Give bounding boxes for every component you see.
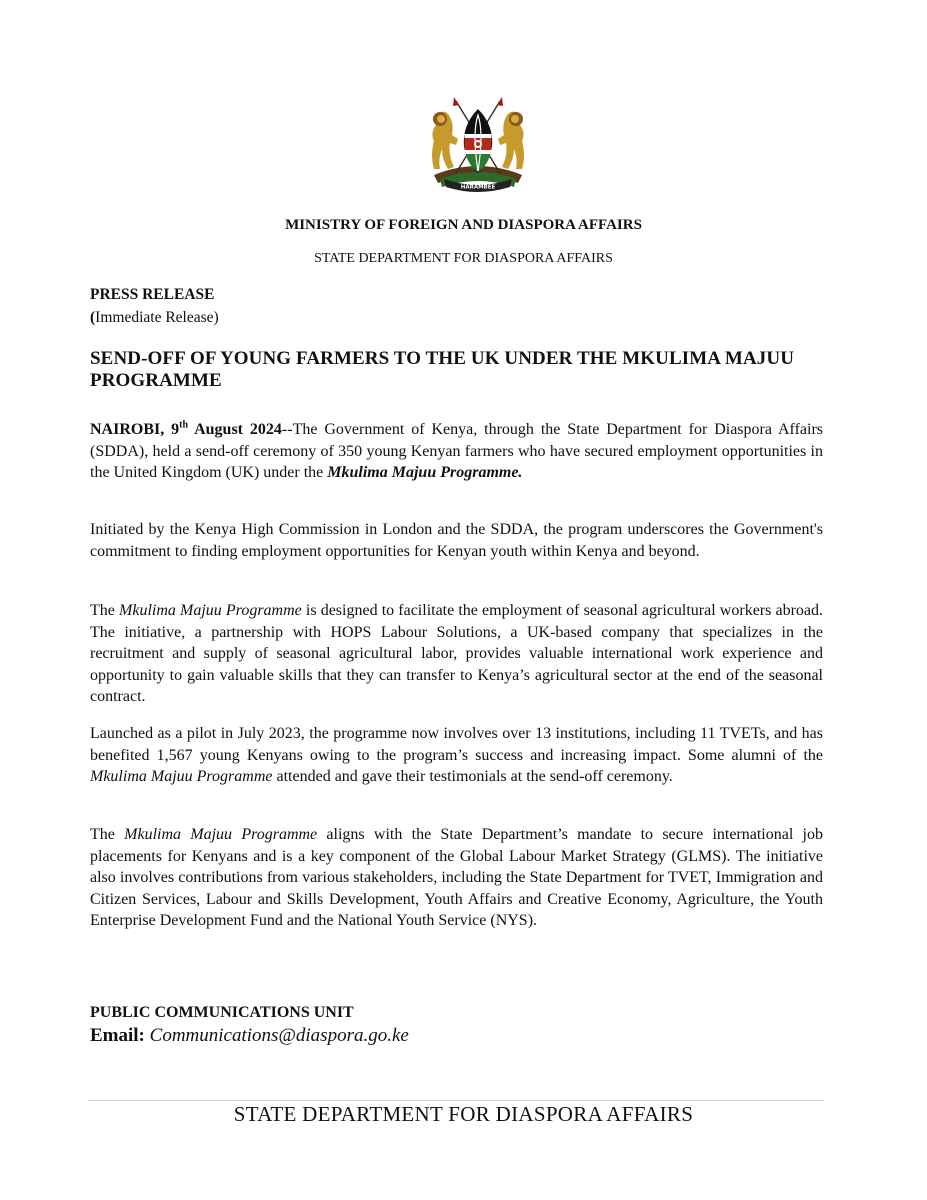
press-release-label: PRESS RELEASE xyxy=(90,286,215,303)
paragraph-4-text-a: Launched as a pilot in July 2023, the programme now involves over 13 institutions, including 11 TVETs, and has benefited 1,567 young Kenyans owing to the program’s success and increasing impact. Some alumni of the xyxy=(90,725,823,764)
email-address-link[interactable]: Communications@diaspora.go.ke xyxy=(149,1025,409,1046)
paragraph-1 xyxy=(90,419,823,484)
paragraph-4 xyxy=(90,723,823,788)
paragraph-3 xyxy=(90,600,823,708)
press-release-headline: SEND-OFF OF YOUNG FARMERS TO THE UK UNDER THE MKULIMA MAJUU PROGRAMME xyxy=(90,348,795,391)
immediate-release-text: Immediate Release) xyxy=(95,309,219,326)
dateline-sup: th xyxy=(179,419,189,431)
communications-unit-label: PUBLIC COMMUNICATIONS UNIT xyxy=(90,1004,354,1021)
programme-name: Mkulima Majuu Programme xyxy=(90,768,273,785)
paragraph-5-lead: The xyxy=(90,826,125,843)
ministry-heading: MINISTRY OF FOREIGN AND DIASPORA AFFAIRS xyxy=(285,217,642,233)
paragraph-1-text: --The Government of Kenya, through the State Department for Diaspora Affairs (SDDA), held a send-off ceremony of 350 young Kenyan farmers who have secured employment opportunities in the United Kingdom (UK) under the xyxy=(90,421,824,481)
open-paren: ( xyxy=(90,309,96,326)
paragraph-4-text-b: attended and gave their testimonials at the send-off ceremony. xyxy=(272,768,673,785)
programme-name: Mkulima Majuu Programme. xyxy=(327,464,523,481)
footer-divider xyxy=(88,1100,824,1101)
paragraph-2: Initiated by the Kenya High Commission in London and the SDDA, the program underscores the Government's commitment to finding employment opportunities for Kenyan youth within Kenya and beyond. xyxy=(90,521,823,560)
kenya-coat-of-arms-emblem xyxy=(418,95,538,195)
paragraph-3-text: is designed to facilitate the employment of seasonal agricultural workers abroad. The initiative, a partnership with HOPS Labour Solutions, a UK-based company that specializes in the recruitment and supply of seasonal agricultural labor, provides valuable international work experience and opportunity to gain valuable skills that they can transfer to Kenya’s agricultural sector at the end of the seasonal contract. xyxy=(90,602,824,705)
department-heading: STATE DEPARTMENT FOR DIASPORA AFFAIRS xyxy=(314,251,613,266)
paragraph-3-lead: The xyxy=(90,602,120,619)
dateline-pre: NAIROBI, 9 xyxy=(90,421,180,438)
immediate-release-label xyxy=(90,309,219,327)
contact-email-row xyxy=(90,1025,409,1047)
dateline xyxy=(90,421,282,438)
svg-text:HARAMBEE: HARAMBEE xyxy=(460,184,496,191)
footer-department: STATE DEPARTMENT FOR DIASPORA AFFAIRS xyxy=(233,1102,694,1126)
paragraph-5-text: aligns with the State Department’s mandate to secure international job placements for Kenyans and is a key component of the Global Labour Market Strategy (GLMS). The initiative also involves contributions from various stakeholders, including the State Department for TVET, Immigration and Citizen Services, Labour and Skills Development, Youth Affairs and Creative Economy, Agriculture, the Youth Enterprise Development Fund and the National Youth Service (NYS). xyxy=(90,826,824,929)
dateline-post: August 2024 xyxy=(188,421,282,438)
paragraph-5 xyxy=(90,824,823,932)
programme-name: Mkulima Majuu Programme xyxy=(119,602,302,619)
programme-name: Mkulima Majuu Programme xyxy=(124,826,318,843)
email-label: Email: xyxy=(90,1025,150,1046)
coat-of-arms-icon xyxy=(418,95,538,195)
